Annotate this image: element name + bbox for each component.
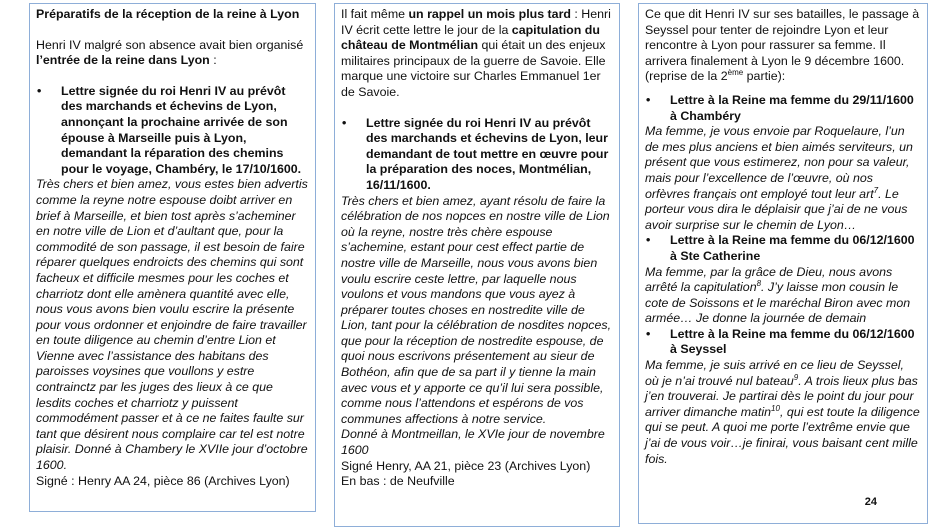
intro-text: Henri IV malgré son absence avait bien organisé bbox=[36, 37, 304, 52]
intro-end: partie): bbox=[743, 69, 786, 84]
letter-heading: • Lettre à la Reine ma femme du 06/12/1600 à Ste Catherine bbox=[645, 233, 921, 264]
column-preparations bbox=[29, 3, 316, 512]
intro-paragraph bbox=[36, 38, 309, 69]
letter-heading: • Lettre signée du roi Henri IV au prévôt des marchands et échevins de Lyon, annonçant la prochaine arrivée de son épouse à Marseille puis à Lyon, demandant la réparation des chemins pour le voyage, Chambéry, le 17/10/1600. bbox=[36, 84, 309, 178]
intro-text: Ce que dit Henri IV sur ses batailles, le passage à Seyssel pour tenter de rejoindre Lyon et leur rencontre à Lyon pour rassurer sa femme. Il arrivera finalement à Lyon le 9 décembre 1600. (reprise de la 2 bbox=[645, 7, 920, 84]
intro-paragraph bbox=[645, 7, 921, 85]
footnote-marker: 9 bbox=[793, 372, 799, 382]
letter-text-part: , qui est toute la diligence qui se peut. A quoi me porte l’extrême envie que j’ai de vous voir…je finirai, vous baisant cent mille fois. bbox=[645, 404, 920, 466]
intro-highlight: un rappel un mois plus tard bbox=[408, 7, 571, 21]
letter-list bbox=[645, 233, 921, 264]
intro-text: Il fait même bbox=[341, 7, 409, 21]
intro-paragraph bbox=[341, 7, 613, 101]
intro-highlight: l’entrée de la reine dans Lyon bbox=[36, 53, 210, 68]
intro-end: : bbox=[209, 53, 217, 68]
letter-text bbox=[645, 124, 921, 233]
letter-list bbox=[36, 84, 309, 178]
letter-heading: • Lettre à la Reine ma femme du 06/12/1600 à Seyssel bbox=[645, 327, 921, 358]
section-title: Préparatifs de la réception de la reine à Lyon bbox=[36, 7, 300, 21]
letter-text-part: Ma femme, je suis arrivé en ce lieu de Seyssel, où je n’ai trouvé nul bateau bbox=[645, 358, 904, 388]
letter-signature: Signé Henry, AA 21, pièce 23 (Archives Lyon) bbox=[341, 458, 591, 473]
footnote-marker: 10 bbox=[771, 403, 780, 413]
page-number: 24 bbox=[864, 496, 877, 509]
letter-text bbox=[645, 358, 921, 467]
letter-date: Donné à Montmeillan, le XVIe jour de novembre 1600 bbox=[341, 427, 605, 458]
letter-text: Très chers et bien amez, vous estes bien advertis comme la reyne notre espouse doibt arriver en brief à Marseille, et bien tost après s’acheminer en notre ville de Lion et d’aultant que, pour la commodité de son passage, il est besoin de faire réparer quelques endroicts des chemins qui sont facheux et difficile mesmes pour les coches et charriotz dont elle amènera quantité avec elle, nous vous avons bien voulu escrire la présente pour vous ordonner et enjoindre de faire travailler en toute diligence au chemin d’entre Lion et Vienne avec l’assistance des habitans des paroisses voysines que voullons y estre contrainctz par les juges des lieux à ce que lesdits coches et charriotz y puissent commodément passer et à ce ne faites faulte sur tant que désirent nous complaire car tel est notre plaisir. Donné à Chambery le XVIIe jour d’octobre 1600. bbox=[36, 177, 308, 473]
footnote-marker: 8 bbox=[756, 278, 762, 288]
letter-list bbox=[645, 93, 921, 124]
letter-footer: En bas : de Neufville bbox=[341, 474, 455, 489]
letter-signature: Signé : Henry AA 24, pièce 86 (Archives Lyon) bbox=[36, 473, 290, 488]
intro-text: : Henri IV écrit cette lettre le jour de la bbox=[341, 7, 611, 37]
letter-text-part: Ma femme, je vous envoie par Roquelaure, l’un de mes plus anciens et bien aimés serviteurs, un présent que vous estimerez, non pour sa valeur, mais pour l’excellence de l’œuvre, où nos orfèvres français ont employé tout leur art bbox=[645, 124, 913, 201]
intro-text: qui était un des enjeux militaires principaux de la guerre de Savoie. Elle marque une victoire sur Charles Emmanuel 1er de Savoie. bbox=[341, 38, 606, 99]
letter-list bbox=[645, 327, 921, 358]
column-battles bbox=[638, 3, 928, 524]
letter-heading: • Lettre signée du roi Henri IV au prévôt des marchands et échevins de Lyon, leur demandant de tout mettre en œuvre pour la préparation des noces, Montmélian, 16/11/1600. bbox=[341, 116, 613, 194]
intro-highlight: capitulation du château de Montmélian bbox=[341, 22, 600, 53]
column-reminder bbox=[334, 3, 620, 527]
letter-list bbox=[341, 116, 613, 194]
letter-text-part: . J’y laisse mon cousin le cote de Soissons et le maréchal Biron avec mon armée… Je donne la journée de demain bbox=[645, 280, 911, 326]
letter-heading: • Lettre à la Reine ma femme du 29/11/1600 à Chambéry bbox=[645, 93, 921, 124]
letter-text-part: . Le porteur vous dira le déplaisir que j’ai de ne vous avoir surprise sur le chemin de Lyon… bbox=[645, 186, 908, 232]
letter-text-part: . A trois lieux plus bas j’en trouverai. Je partirai dès le point du jour pour arriver dimanche matin bbox=[645, 373, 918, 419]
footnote-marker: 7 bbox=[873, 185, 879, 195]
letter-text: Très chers et bien amez, ayant résolu de faire la célébration de nos nopces en nostre ville de Lion où la reyne, nostre très chère espouse s’achemine, estant pour cest effect partie de nostre ville de Marseille, nous vous avons bien voulu escrire ceste lettre, par laquelle nous voulons et vous mandons que vous ayez à préparer toutes choses en nostredite ville de Lion, tant pour la célébration de nosdites nopces, que pour la réception de nostredite espouse, de quoi nous escrivons présentement au sieur de Bothéon, afin que de sa part il y tienne la main avec vous et y apporte ce qu’il lui sera possible, comme nous l’attendons et espérons de vos communes affections à notre service. bbox=[341, 193, 612, 426]
intro-superscript: ème bbox=[727, 68, 744, 78]
letter-text-part: Ma femme, par la grâce de Dieu, nous avons arrêté la capitulation bbox=[645, 264, 893, 295]
letter-text bbox=[645, 265, 921, 327]
